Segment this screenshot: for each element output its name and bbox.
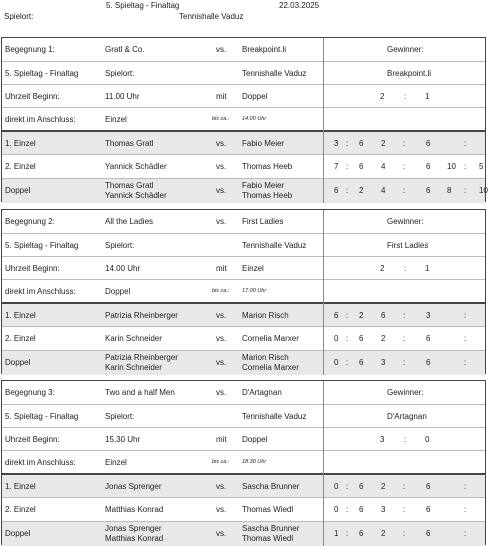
player-a: Jonas Sprenger <box>105 482 162 491</box>
player-a: Yannick Schädler <box>105 162 167 171</box>
team-b: Breakpoint.li <box>242 45 287 54</box>
start-time-label: Uhrzeit Beginn: <box>5 435 60 444</box>
header-venue-label: Spielort: <box>4 12 34 21</box>
set-colon: : <box>346 186 349 195</box>
team-a: Gratl & Co. <box>105 45 145 54</box>
player-a2: Karin Schneider <box>105 363 162 372</box>
set-score-b: 6 <box>359 505 364 514</box>
matchday-label: 5. Spieltag - Finaltag <box>5 241 79 250</box>
set-score-b: 3 <box>426 311 431 320</box>
info-row <box>2 38 485 61</box>
set-colon: : <box>403 139 406 148</box>
game-label: 2. Einzel <box>5 334 36 343</box>
info-row <box>2 381 485 404</box>
mit-label: mit <box>216 435 227 444</box>
player-b2: Thomas Wiedl <box>242 534 294 543</box>
set-score-a: 6 <box>334 186 339 195</box>
set-score-b: 2 <box>359 311 364 320</box>
header-date: 22.03.2025 <box>279 1 320 10</box>
panel-divider <box>323 210 324 375</box>
vs-label: vs. <box>216 388 227 397</box>
info-row <box>2 107 485 130</box>
bis-ca-label: bis ca.: <box>212 288 230 294</box>
player-b: Fabio Meier <box>242 181 285 190</box>
set-score-b: 6 <box>359 358 364 367</box>
match-block <box>1 37 486 202</box>
venue-label: Spielort: <box>105 241 135 250</box>
vs-label: vs. <box>216 334 227 343</box>
set-colon: : <box>464 505 467 514</box>
set-colon: : <box>403 529 406 538</box>
team-b: First Ladies <box>242 217 284 226</box>
set-colon: : <box>464 482 467 491</box>
set-score-a: 2 <box>381 334 386 343</box>
vs-label: vs. <box>216 45 227 54</box>
set-score-b: 2 <box>359 186 364 195</box>
info-row <box>2 233 485 256</box>
player-a: Patrizia Rheinberger <box>105 353 178 362</box>
score-colon: : <box>404 435 407 444</box>
winner-name: D'Artagnan <box>387 412 427 421</box>
mit-label: mit <box>216 92 227 101</box>
set-colon: : <box>403 162 406 171</box>
player-b: Marion Risch <box>242 311 289 320</box>
then-type: Einzel <box>105 458 127 467</box>
score-colon: : <box>404 92 407 101</box>
game-row <box>2 178 488 203</box>
set-score-b: 6 <box>426 529 431 538</box>
score-b: 0 <box>425 435 430 444</box>
then-type: Doppel <box>105 287 131 296</box>
player-b: Sascha Brunner <box>242 524 300 533</box>
set-score-a: 0 <box>334 482 339 491</box>
winner-label: Gewinner: <box>387 217 424 226</box>
info-row <box>2 256 485 279</box>
after-label: direkt im Anschluss: <box>5 115 76 124</box>
match-block <box>1 209 486 374</box>
player-b2: Thomas Heeb <box>242 191 293 200</box>
player-a2: Yannick Schädler <box>105 191 167 200</box>
start-time-label: Uhrzeit Beginn: <box>5 92 60 101</box>
player-b: Cornelia Marxer <box>242 334 299 343</box>
set-colon: : <box>346 162 349 171</box>
player-b: Marion Risch <box>242 353 289 362</box>
set-colon: : <box>403 505 406 514</box>
set-score-b: 6 <box>359 162 364 171</box>
set-score-a: 0 <box>334 358 339 367</box>
vs-label: vs. <box>216 358 227 367</box>
vs-label: vs. <box>216 139 227 148</box>
after-label: direkt im Anschluss: <box>5 287 76 296</box>
game-row <box>2 521 485 546</box>
score-b: 1 <box>425 264 430 273</box>
score-a: 3 <box>380 435 385 444</box>
match-title: Begegnung 2: <box>5 217 55 226</box>
header-title: 5. Spieltag - Finaltag <box>106 1 180 10</box>
set-score-b: 6 <box>426 505 431 514</box>
player-a: Thomas Gratl <box>105 181 154 190</box>
player-a2: Matthias Konrad <box>105 534 164 543</box>
set-colon: : <box>464 334 467 343</box>
player-b: Sascha Brunner <box>242 482 300 491</box>
info-row <box>2 61 485 84</box>
set-score-a: 2 <box>381 529 386 538</box>
end-time: 14.00 Uhr <box>242 116 267 122</box>
player-b: Thomas Heeb <box>242 162 293 171</box>
set-score-a: 10 <box>447 162 456 171</box>
game-label: 1. Einzel <box>5 482 36 491</box>
game-row <box>2 130 485 154</box>
info-row <box>2 279 485 302</box>
then-type: Einzel <box>105 115 127 124</box>
set-score-a: 3 <box>334 139 339 148</box>
set-score-a: 4 <box>381 162 386 171</box>
venue-label: Spielort: <box>105 412 135 421</box>
player-b2: Cornelia Marxer <box>242 363 299 372</box>
game-label: 2. Einzel <box>5 162 36 171</box>
venue-value: Tennishalle Vaduz <box>242 69 307 78</box>
vs-label: vs. <box>216 505 227 514</box>
vs-label: vs. <box>216 162 227 171</box>
set-colon: : <box>403 358 406 367</box>
vs-label: vs. <box>216 217 227 226</box>
set-score-b: 6 <box>426 139 431 148</box>
set-score-a: 6 <box>381 311 386 320</box>
game-label: 2. Einzel <box>5 505 36 514</box>
set-colon: : <box>403 482 406 491</box>
set-colon: : <box>403 334 406 343</box>
bis-ca-label: bis ca.: <box>212 459 230 465</box>
set-colon: : <box>464 162 467 171</box>
game-row <box>2 350 485 375</box>
info-row <box>2 404 485 427</box>
set-score-b: 6 <box>359 334 364 343</box>
start-time-value: 14.00 Uhr <box>105 264 141 273</box>
set-colon: : <box>346 505 349 514</box>
winner-name: First Ladies <box>387 241 429 250</box>
game-row <box>2 473 485 497</box>
first-type: Doppel <box>242 92 268 101</box>
set-score-b: 6 <box>426 162 431 171</box>
set-score-b: 6 <box>359 482 364 491</box>
info-row <box>2 450 485 473</box>
game-row <box>2 302 485 326</box>
score-colon: : <box>404 264 407 273</box>
player-a: Jonas Sprenger <box>105 524 162 533</box>
header-venue: Tennishalle Vaduz <box>179 12 244 21</box>
vs-label: vs. <box>216 311 227 320</box>
game-label: Doppel <box>5 358 31 367</box>
game-row <box>2 326 485 350</box>
set-colon: : <box>464 139 467 148</box>
match-block <box>1 380 486 545</box>
info-row <box>2 84 485 107</box>
end-time: 18.30 Uhr <box>242 459 267 465</box>
info-row <box>2 427 485 450</box>
set-score-a: 0 <box>334 505 339 514</box>
vs-label: vs. <box>216 529 227 538</box>
game-label: 1. Einzel <box>5 139 36 148</box>
set-score-a: 2 <box>381 139 386 148</box>
set-score-a: 0 <box>334 334 339 343</box>
set-score-a: 8 <box>447 186 452 195</box>
venue-label: Spielort: <box>105 69 135 78</box>
game-row <box>2 154 485 178</box>
match-title: Begegnung 1: <box>5 45 55 54</box>
set-colon: : <box>346 482 349 491</box>
player-b: Fabio Meier <box>242 139 285 148</box>
set-colon: : <box>464 186 467 195</box>
set-colon: : <box>403 186 406 195</box>
info-row <box>2 210 485 233</box>
set-score-b: 6 <box>426 482 431 491</box>
venue-value: Tennishalle Vaduz <box>242 412 307 421</box>
set-score-b: 10 <box>479 186 488 195</box>
score-b: 1 <box>425 92 430 101</box>
start-time-value: 15.30 Uhr <box>105 435 141 444</box>
set-colon: : <box>346 358 349 367</box>
set-colon: : <box>464 529 467 538</box>
set-colon: : <box>346 529 349 538</box>
game-label: 1. Einzel <box>5 311 36 320</box>
set-score-b: 6 <box>359 529 364 538</box>
mit-label: mit <box>216 264 227 273</box>
player-a: Matthias Konrad <box>105 505 164 514</box>
set-colon: : <box>346 139 349 148</box>
player-a: Karin Schneider <box>105 334 162 343</box>
winner-label: Gewinner: <box>387 388 424 397</box>
first-type: Doppel <box>242 435 268 444</box>
after-label: direkt im Anschluss: <box>5 458 76 467</box>
player-a: Patrizia Rheinberger <box>105 311 178 320</box>
set-score-a: 2 <box>381 482 386 491</box>
set-score-a: 4 <box>381 186 386 195</box>
game-label: Doppel <box>5 186 31 195</box>
bis-ca-label: bis ca.: <box>212 116 230 122</box>
set-score-b: 6 <box>359 139 364 148</box>
player-b: Thomas Wiedl <box>242 505 294 514</box>
team-a: Two and a half Men <box>105 388 175 397</box>
score-a: 2 <box>380 264 385 273</box>
set-score-b: 6 <box>426 334 431 343</box>
winner-name: Breakpoint.li <box>387 69 432 78</box>
panel-divider <box>323 38 324 203</box>
score-a: 2 <box>380 92 385 101</box>
set-score-b: 6 <box>426 186 431 195</box>
set-score-a: 1 <box>334 529 339 538</box>
winner-label: Gewinner: <box>387 45 424 54</box>
matchday-label: 5. Spieltag - Finaltag <box>5 69 79 78</box>
start-time-value: 11.00 Uhr <box>105 92 140 101</box>
set-colon: : <box>464 358 467 367</box>
panel-divider <box>323 381 324 546</box>
game-label: Doppel <box>5 529 31 538</box>
vs-label: vs. <box>216 186 227 195</box>
team-a: All the Ladies <box>105 217 154 226</box>
venue-value: Tennishalle Vaduz <box>242 241 307 250</box>
set-score-a: 6 <box>334 311 339 320</box>
start-time-label: Uhrzeit Beginn: <box>5 264 60 273</box>
set-colon: : <box>346 334 349 343</box>
set-score-a: 3 <box>381 358 386 367</box>
set-colon: : <box>346 311 349 320</box>
set-colon: : <box>403 311 406 320</box>
set-score-b: 5 <box>479 162 484 171</box>
player-a: Thomas Gratl <box>105 139 154 148</box>
match-title: Begegnung 3: <box>5 388 55 397</box>
team-b: D'Artagnan <box>242 388 282 397</box>
game-row <box>2 497 485 521</box>
end-time: 17.00 Uhr <box>242 288 267 294</box>
set-score-b: 6 <box>426 358 431 367</box>
matchday-label: 5. Spieltag - Finaltag <box>5 412 79 421</box>
set-colon: : <box>464 311 467 320</box>
vs-label: vs. <box>216 482 227 491</box>
set-score-a: 3 <box>381 505 386 514</box>
page-header <box>0 0 488 26</box>
set-score-a: 7 <box>334 162 339 171</box>
first-type: Einzel <box>242 264 264 273</box>
